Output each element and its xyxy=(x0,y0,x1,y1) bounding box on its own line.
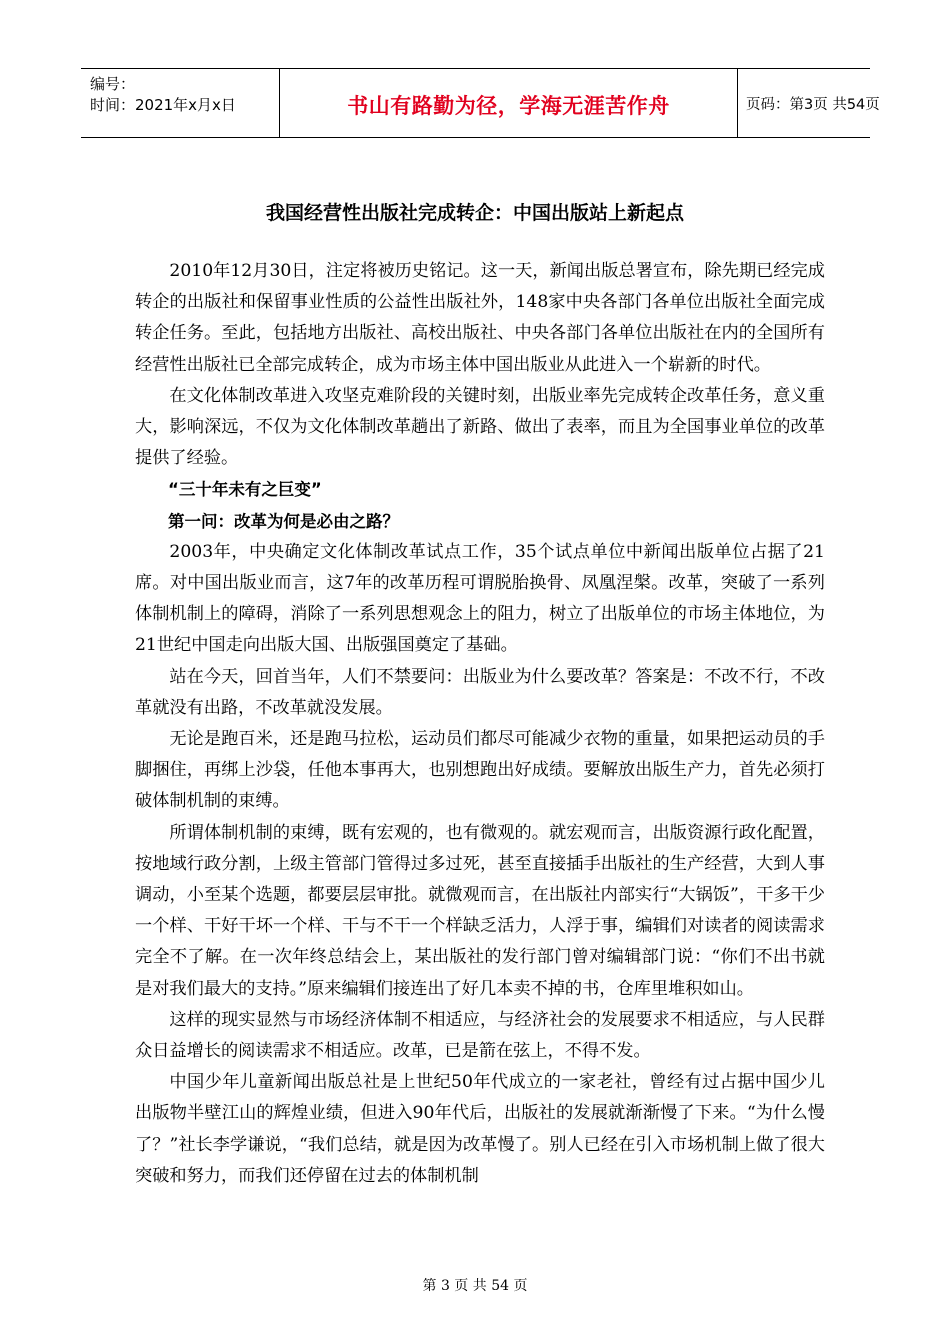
header-motto-cell xyxy=(279,69,738,137)
paragraph: 所谓体制机制的束缚，既有宏观的，也有微观的。就宏观而言，出版资源行政化配置，按地域行政分割，上级主管部门管得过多过死，甚至直接插手出版社的生产经营，大到人事调动，小至某个选题，都要层层审批。就微观而言，在出版社内部实行“大锅饭”，干多干少一个样、干好干坏一个样、干与不干一个样缺乏活力，人浮于事，编辑们对读者的阅读需求完全不了解。在一次年终总结会上，某出版社的发行部门曾对编辑部门说：“你们不出书就是对我们最大的支持。”原来编辑们接连出了好几本卖不掉的书，仓库里堆积如山。 xyxy=(135,822,825,999)
question-heading: 第一问：改革为何是必由之路？ xyxy=(168,511,399,531)
paragraph: 在文化体制改革进入攻坚克难阶段的关键时刻，出版业率先完成转企改革任务，意义重大，影响深远，不仅为文化体制改革趟出了新路、做出了表率，而且为全国事业单位的改革提供了经验。 xyxy=(135,385,825,469)
paragraph: 无论是跑百米，还是跑马拉松，运动员们都尽可能减少衣物的重量，如果把运动员的手脚捆住，再绑上沙袋，任他本事再大，也别想跑出好成绩。要解放出版生产力，首先必须打破体制机制的束缚。 xyxy=(135,729,825,812)
motto-text: 书山有路勤为径，学海无涯苦作舟 xyxy=(347,94,670,118)
header-meta-cell xyxy=(81,69,279,137)
page-footer: 第 3 页 共 54 页 xyxy=(422,1278,528,1294)
paragraph: 2003年，中央确定文化体制改革试点工作，35个试点单位中新闻出版单位占据了21席。对中国出版业而言，这7年的改革历程可谓脱胎换骨、凤凰涅槃。改革，突破了一系列体制机制上的障碍，消除了一系列思想观念上的阻力，树立了出版单位的市场主体地位，为21世纪中国走向出版大国、出版强国奠定了基础。 xyxy=(135,541,825,656)
paragraph: 2010年12月30日，注定将被历史铭记。这一天，新闻出版总署宣布，除先期已经完成转企的出版社和保留事业性质的公益性出版社外，148家中央各部门各单位出版社全面完成转企任务。至此，包括地方出版社、高校出版社、中央各部门各单位出版社在内的全国所有经营性出版社已全部完成转企，成为市场主体中国出版业从此进入一个崭新的时代。 xyxy=(135,261,825,375)
number-label: 编号： xyxy=(90,75,136,93)
paragraph: 中国少年儿童新闻出版总社是上世纪50年代成立的一家老社，曾经有过占据中国少儿出版物半壁江山的辉煌业绩，但进入90年代后，出版社的发展就渐渐慢了下来。“为什么慢了？”社长李学谦说，“我们总结，就是因为改革慢了。别人已经在引入市场机制上做了很大突破和努力，而我们还停留在过去的体制机制 xyxy=(135,1072,825,1186)
time-label: 时间：2021年x月x日 xyxy=(90,96,236,114)
section-heading: “三十年未有之巨变” xyxy=(168,480,322,500)
paragraph: 这样的现实显然与市场经济体制不相适应，与经济社会的发展要求不相适应，与人民群众日益增长的阅读需求不相适应。改革，已是箭在弦上，不得不发。 xyxy=(135,1009,825,1062)
header-table xyxy=(81,68,880,138)
header-page-cell xyxy=(738,69,880,137)
article-body xyxy=(135,256,825,1192)
page-info: 页码：第3页 共54页 xyxy=(746,97,880,113)
paragraph: 站在今天，回首当年，人们不禁要问：出版业为什么要改革？答案是：不改不行，不改革就没有出路，不改革就没发展。 xyxy=(135,666,825,718)
article-title: 我国经营性出版社完成转企：中国出版站上新起点 xyxy=(265,202,684,224)
